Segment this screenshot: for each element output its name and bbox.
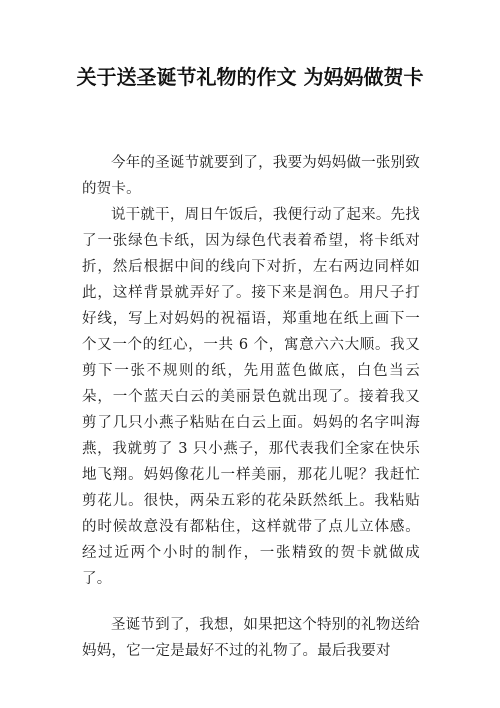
document-body [82, 150, 420, 664]
paragraph-3: 圣诞节到了，我想，如果把这个特别的礼物送给妈妈，它一定是最好不过的礼物了。最后我要对 [82, 617, 420, 659]
document-title: 关于送圣诞节礼物的作文 为妈妈做贺卡 [76, 65, 424, 89]
paragraph-2: 说干就干，周日午饭后，我便行动了起来。先找了一张绿色卡纸，因为绿色代表着希望，将卡纸对折，然后根据中间的线向下对折，左右两边同样如此，这样背景就弄好了。接下来是润色。用尺子打好线，写上对妈妈的祝福语，郑重地在纸上画下一个又一个的红心，一共 6 个，寓意六六大顺。我又剪下一张不规则的纸，先用蓝色做底，白色当云朵，一个蓝天白云的美丽景色就出现了。接着我又剪了几只小燕子粘贴在白云上面。妈妈的名字叫海燕，我就剪了 3 只小燕子，那代表我们全家在快乐地飞翔。妈妈像花儿一样美丽，那花儿呢？我赶忙剪花儿。很快，两朵五彩的花朵跃然纸上。我粘贴的时候故意没有都粘住，这样就带了点儿立体感。经过近两个小时的制作，一张精致的贺卡就做成了。 [82, 207, 420, 587]
paragraph-1: 今年的圣诞节就要到了，我要为妈妈做一张别致的贺卡。 [82, 155, 420, 197]
